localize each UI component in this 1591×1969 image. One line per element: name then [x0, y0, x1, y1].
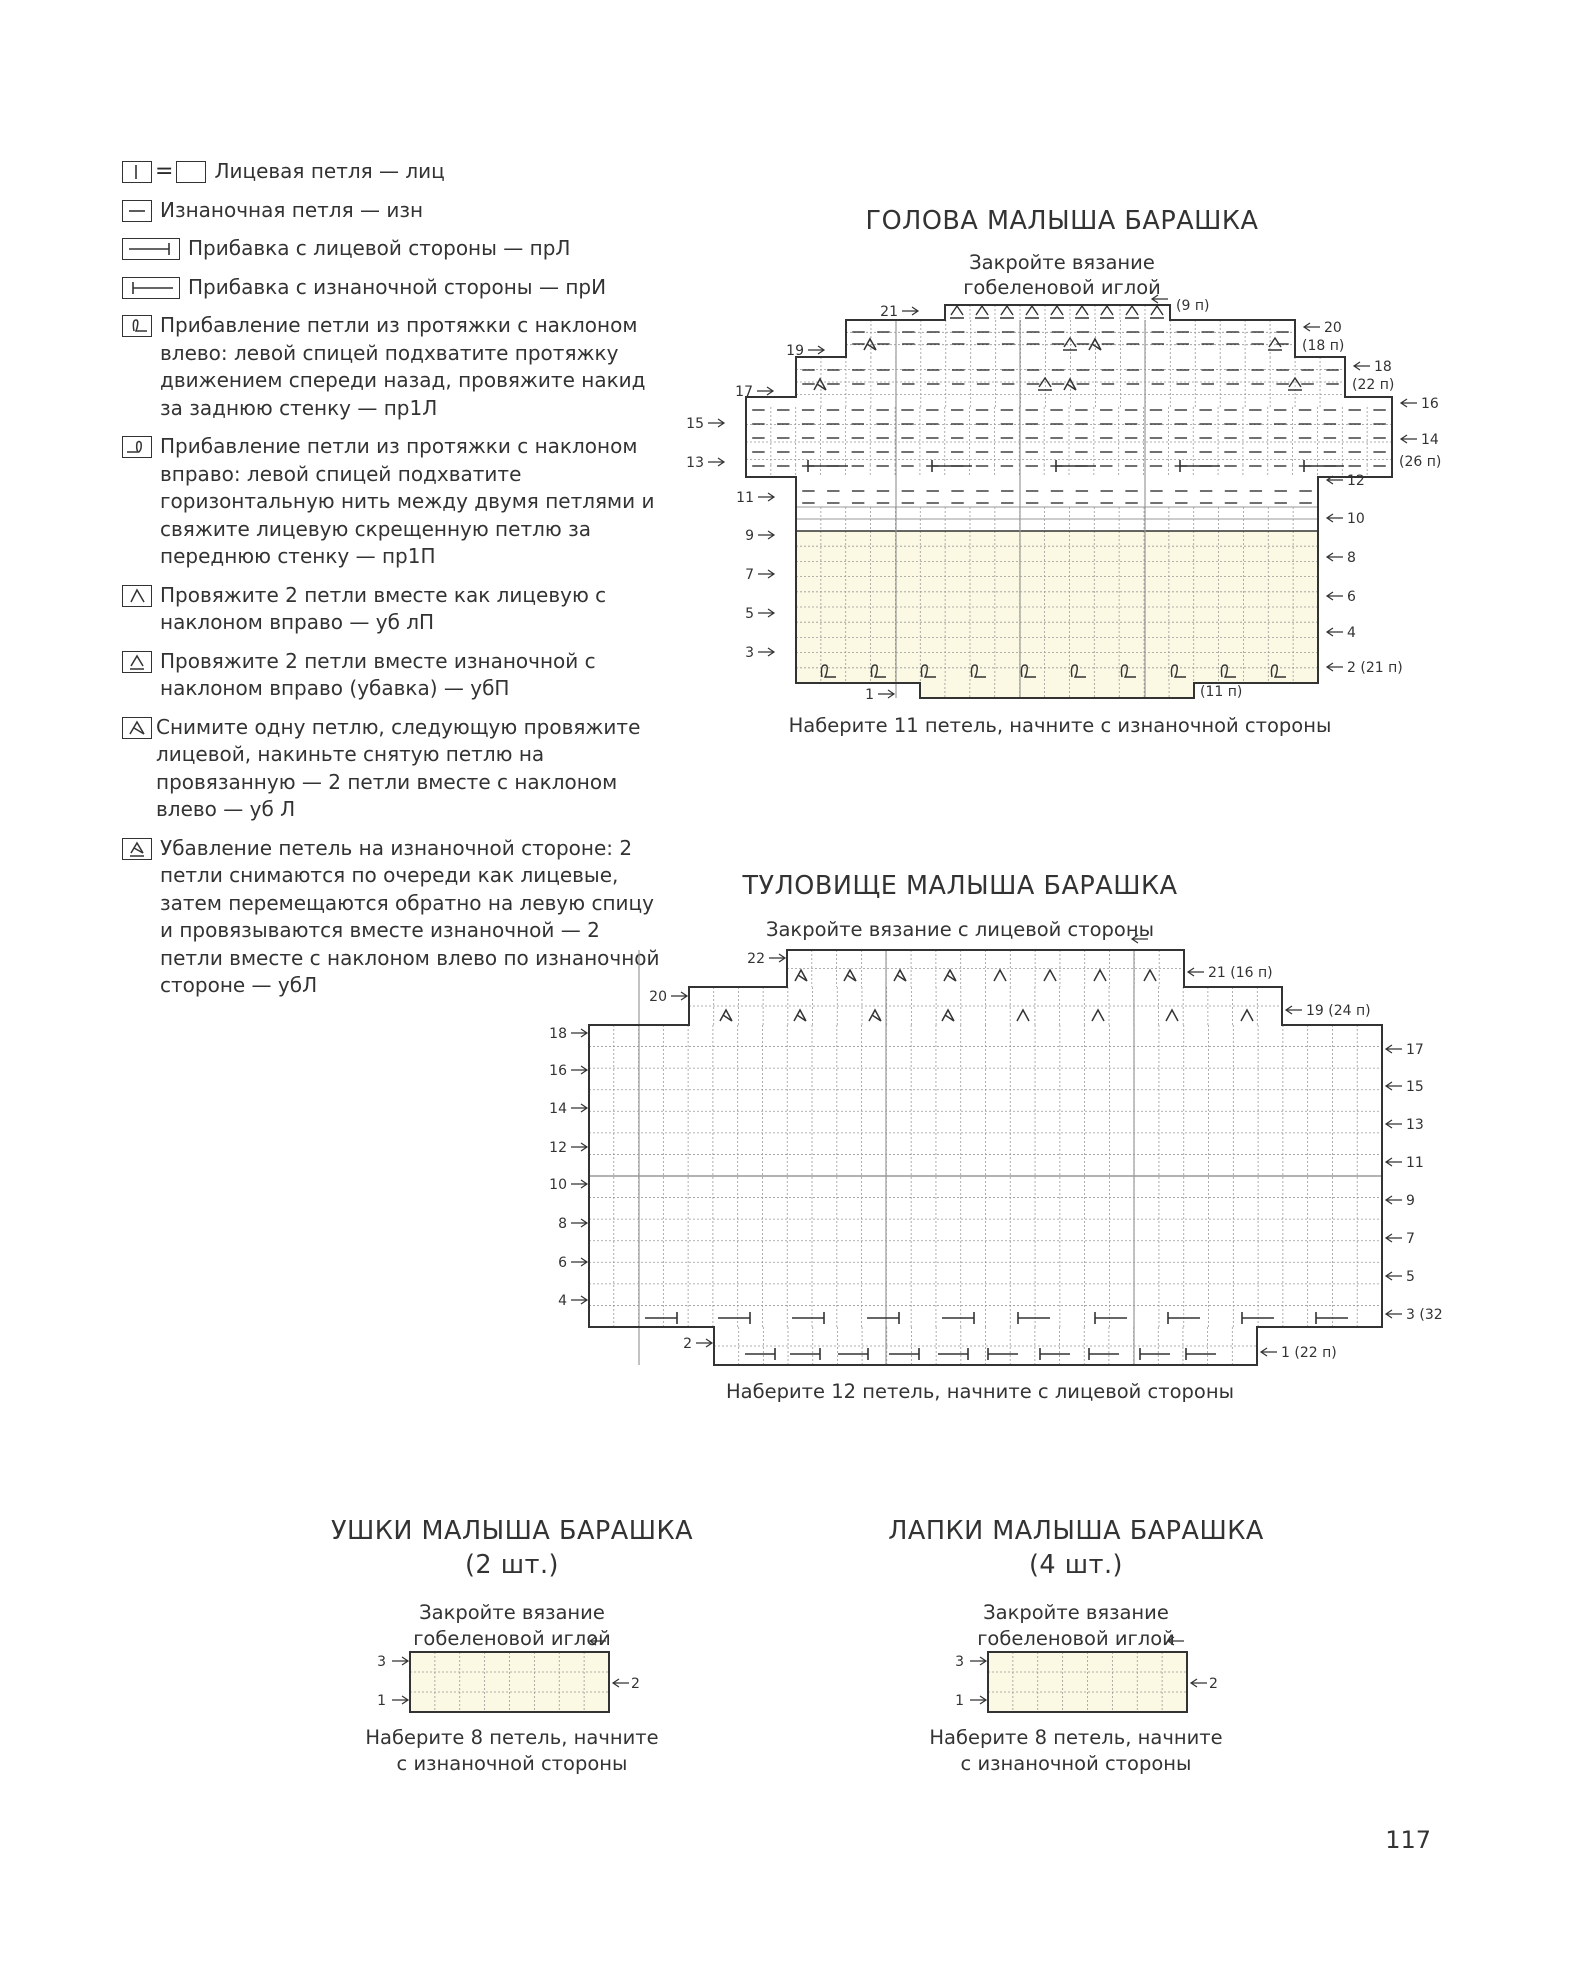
legend-text: Прибавление петли из протяжки с наклоном вправо: левой спицей подхватите горизонтальную нить между двумя петлями и свяжите лицевую скрещенную петлю за переднюю стенку — пр1П — [160, 434, 655, 568]
head-stitch-count: (22 п) — [1352, 377, 1395, 393]
head-row-arrow — [758, 493, 774, 501]
ears-row-arrow — [392, 1696, 408, 1704]
legs-chart-subtitle: (4 шт.) — [1028, 1550, 1124, 1580]
body-row-label: 6 — [558, 1255, 567, 1271]
legs-top-note-2: гобеленовой иглой — [977, 1627, 1175, 1650]
body-row-arrow — [1286, 1006, 1302, 1014]
head-row-label: 12 — [1347, 473, 1365, 489]
ears-row-arrow — [613, 1679, 629, 1687]
legs-row-label: 2 — [1209, 1676, 1218, 1692]
body-row-arrow — [1386, 1310, 1402, 1318]
ears-row-arrow — [392, 1657, 408, 1665]
body-row-label: 19 (24 п) — [1306, 1003, 1371, 1019]
head-row-label: 17 — [735, 384, 753, 400]
ears-chart-subtitle: (2 шт.) — [464, 1550, 560, 1580]
head-row-label: 5 — [745, 606, 754, 622]
body-chart-title: ТУЛОВИЩЕ МАЛЫША БАРАШКА — [742, 871, 1178, 901]
legs-bottom-note-2: с изнаночной стороны — [960, 1752, 1192, 1775]
body-row-arrow — [1386, 1196, 1402, 1204]
head-row-arrow — [1354, 362, 1370, 370]
head-row-arrow — [757, 387, 773, 395]
body-row-arrow — [571, 1258, 587, 1266]
body-row-label: 18 — [549, 1026, 567, 1042]
ears-bottom-note-2: с изнаночной стороны — [396, 1752, 628, 1775]
head-row-label: 7 — [745, 567, 754, 583]
ears-top-note-1: Закройте вязание — [419, 1601, 605, 1624]
body-bottom-note: Наберите 12 петель, начните с лицевой стороны — [726, 1380, 1234, 1403]
body-row-arrow — [1386, 1272, 1402, 1280]
head-row-label: 4 — [1347, 625, 1356, 641]
head-row-arrow — [878, 690, 894, 698]
head-note-arrow — [1152, 295, 1168, 303]
body-row-arrow — [696, 1339, 712, 1347]
body-row-arrow — [1188, 968, 1204, 976]
head-row-arrow — [758, 531, 774, 539]
legs-row-arrow — [970, 1657, 986, 1665]
body-row-arrow — [571, 1143, 587, 1151]
head-row-arrow — [1327, 553, 1343, 561]
body-row-label: 4 — [558, 1293, 567, 1309]
ears-row-label: 2 — [631, 1676, 640, 1692]
ears-row-label: 3 — [377, 1654, 386, 1670]
body-row-label: 13 — [1406, 1117, 1424, 1133]
head-row-label: 1 — [865, 687, 874, 703]
legend-text: Прибавка с изнаночной стороны — прИ — [188, 274, 607, 299]
body-row-label: 11 — [1406, 1155, 1424, 1171]
head-row-label: 16 — [1421, 396, 1439, 412]
body-row-arrow — [1386, 1120, 1402, 1128]
head-row-label: 21 — [880, 304, 898, 320]
head-row-arrow — [708, 458, 724, 466]
head-row-label: 20 — [1324, 320, 1342, 336]
legend-text: Изнаночная петля — изн — [160, 197, 424, 222]
body-row-label: 9 — [1406, 1193, 1415, 1209]
legend-text: Убавление петель на изнаночной стороне: 2 петли снимаются по очереди как лицевые, затем перемещаются обратно на левую спицу и провязываются вместе изнаночной — 2 петли вместе с наклоном влево по изнаночной стороне — убЛ — [160, 835, 660, 997]
body-row-arrow — [571, 1296, 587, 1304]
head-row-label: 9 — [745, 528, 754, 544]
body-row-label: 8 — [558, 1216, 567, 1232]
head-row-arrow — [758, 609, 774, 617]
head-row-arrow — [808, 346, 824, 354]
head-row-label: 10 — [1347, 511, 1365, 527]
body-row-label: 16 — [549, 1063, 567, 1079]
body-row-label: 12 — [549, 1140, 567, 1156]
body-row-arrow — [1386, 1082, 1402, 1090]
head-row-arrow — [1401, 399, 1417, 407]
body-row-arrow — [1386, 1234, 1402, 1242]
legs-row-label: 3 — [955, 1654, 964, 1670]
body-row-arrow — [769, 954, 785, 962]
head-top-note-2: гобеленовой иглой — [963, 276, 1161, 299]
ears-top-note-2: гобеленовой иглой — [413, 1627, 611, 1650]
body-row-arrow — [1386, 1158, 1402, 1166]
body-row-arrow — [571, 1066, 587, 1074]
legs-top-note-1: Закройте вязание — [983, 1601, 1169, 1624]
head-chart-title: ГОЛОВА МАЛЫША БАРАШКА — [865, 206, 1259, 236]
head-row-label: 3 — [745, 645, 754, 661]
head-row-arrow — [708, 419, 724, 427]
head-row-arrow — [758, 648, 774, 656]
body-row-arrow — [571, 1104, 587, 1112]
body-row-label: 10 — [549, 1177, 567, 1193]
body-row-label: 5 — [1406, 1269, 1415, 1285]
body-top-note: Закройте вязание с лицевой стороны — [765, 918, 1154, 941]
legend-text: Провяжите 2 петли вместе как лицевую с наклоном вправо — уб лП — [160, 582, 607, 634]
head-row-label: 11 — [736, 490, 754, 506]
legend-text: Прибавка с лицевой стороны — прЛ — [188, 236, 571, 260]
body-row-arrow — [571, 1180, 587, 1188]
legs-row-arrow — [1191, 1679, 1207, 1687]
body-row-arrow — [1386, 1045, 1402, 1053]
head-bottom-note: Наберите 11 петель, начните с изнаночной стороны — [788, 714, 1332, 737]
body-row-label: 2 — [683, 1336, 692, 1352]
head-row-label: 15 — [686, 416, 704, 432]
head-row-arrow — [1327, 663, 1343, 671]
head-row-arrow — [902, 307, 918, 315]
legs-chart-title: ЛАПКИ МАЛЫША БАРАШКА — [888, 1516, 1264, 1546]
head-stitch-count: (18 п) — [1302, 338, 1345, 354]
head-row-arrow — [758, 570, 774, 578]
ears-chart-title: УШКИ МАЛЫША БАРАШКА — [330, 1516, 694, 1546]
head-stitch-count: (11 п) — [1200, 684, 1243, 700]
head-row-label: 19 — [786, 343, 804, 359]
body-row-label: 15 — [1406, 1079, 1424, 1095]
body-row-label: 17 — [1406, 1042, 1424, 1058]
head-row-label: 13 — [686, 455, 704, 471]
head-row1-bg — [920, 683, 1194, 698]
legend-text: Прибавление петли из протяжки с наклоном влево: левой спицей подхватите протяжку движением спереди назад, провяжите накид за заднюю стенку — пр1Л — [160, 313, 646, 420]
head-row-label: 6 — [1347, 589, 1356, 605]
body-row-label: 22 — [747, 951, 765, 967]
legs-row-label: 1 — [955, 1693, 964, 1709]
body-row-label: 14 — [549, 1101, 567, 1117]
body-row-arrow — [671, 992, 687, 1000]
head-row-label: 2 (21 п) — [1347, 660, 1403, 676]
body-row-arrow — [571, 1219, 587, 1227]
body-row-label: 20 — [649, 989, 667, 1005]
equals-icon: = — [155, 159, 174, 184]
head-top-note-1: Закройте вязание — [969, 251, 1155, 274]
legend-text: Лицевая петля — лиц — [214, 159, 445, 183]
body-row-label: 7 — [1406, 1231, 1415, 1247]
body-row-label: 21 (16 п) — [1208, 965, 1273, 981]
head-row-arrow — [1327, 628, 1343, 636]
head-row-arrow — [1327, 592, 1343, 600]
head-row-label: 14 — [1421, 432, 1439, 448]
body-row-arrow — [571, 1029, 587, 1037]
legs-bottom-note-1: Наберите 8 петель, начните — [929, 1726, 1223, 1749]
legs-row-arrow — [970, 1696, 986, 1704]
legend-text: Провяжите 2 петли вместе изнаночной с наклоном вправо (убавка) — убП — [160, 648, 596, 700]
ears-bottom-note-1: Наберите 8 петель, начните — [365, 1726, 659, 1749]
body-row-arrow — [1261, 1348, 1277, 1356]
page-number: 117 — [1385, 1826, 1431, 1854]
ears-row-label: 1 — [377, 1693, 386, 1709]
head-row-arrow — [1327, 514, 1343, 522]
head-stitch-count: (26 п) — [1399, 454, 1442, 470]
legend-text: Снимите одну петлю, следующую провяжите лицевой, накиньте снятую петлю на провязанную — 2 петли вместе с наклоном влево — уб Л — [156, 714, 641, 821]
head-row-label: 18 — [1374, 359, 1392, 375]
head-row-arrow — [1304, 323, 1320, 331]
head-row-arrow — [1401, 435, 1417, 443]
body-row-label: 3 (32 — [1406, 1307, 1443, 1323]
head-stitch-count: (9 п) — [1176, 298, 1210, 314]
head-row-label: 8 — [1347, 550, 1356, 566]
body-row-label: 1 (22 п) — [1281, 1345, 1337, 1361]
